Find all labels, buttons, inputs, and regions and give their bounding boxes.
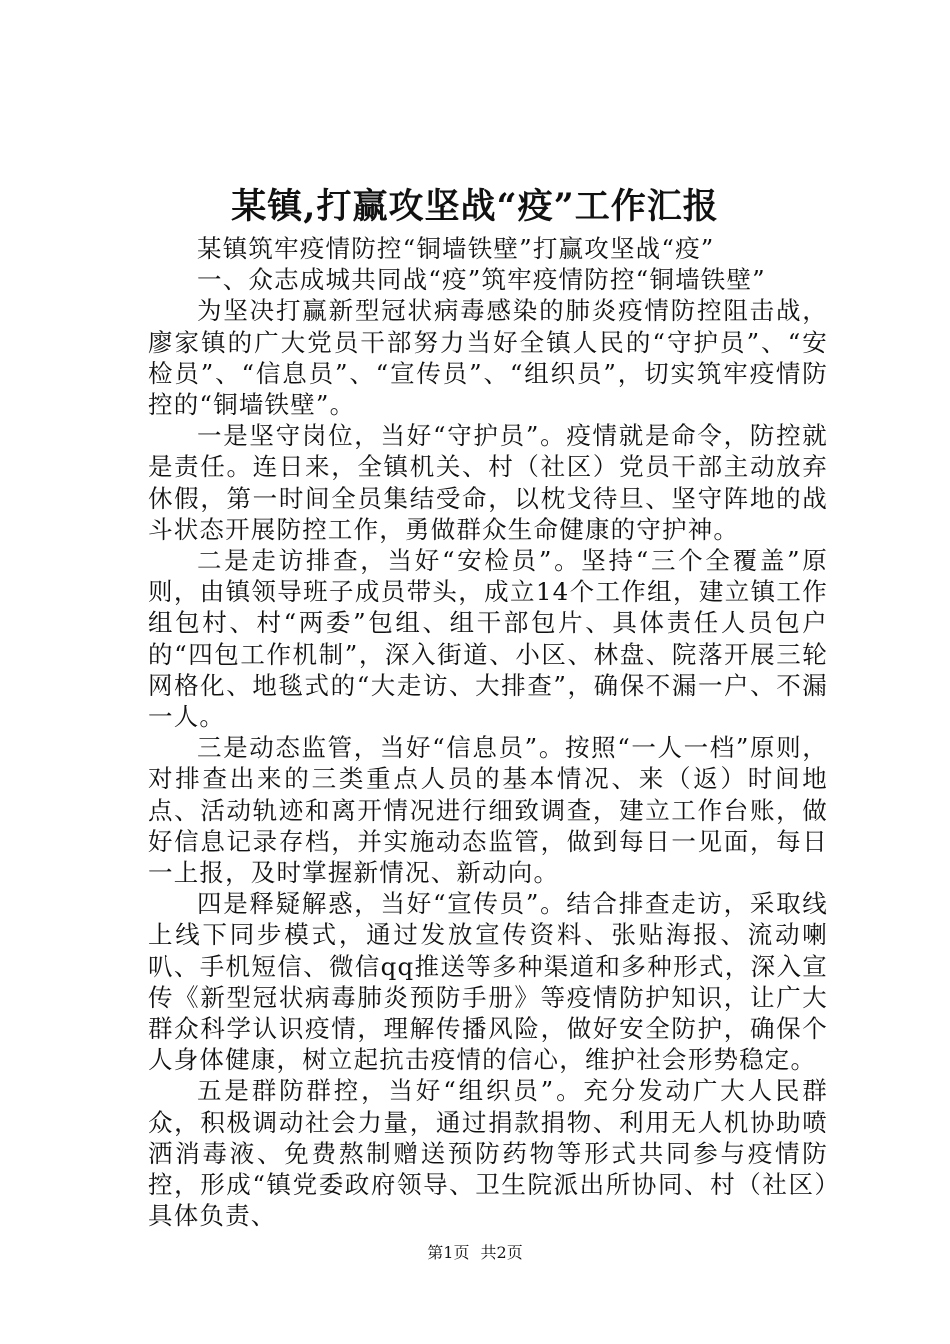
paragraph-point-4: 四是释疑解惑，当好“宣传员”。结合排查走访，采取线上线下同步模式，通过发放宣传资料、张贴海报、流动喇叭、手机短信、微信qq推送等多种渠道和多种形式，深入宣传《新型冠状病毒肺炎预防手册》等疫情防护知识，让广大群众科学认识疫情，理解传播风险，做好安全防护，确保个人身体健康，树立起抗击疫情的信心，维护社会形势稳定。 xyxy=(148,889,828,1075)
paragraph-point-2: 二是走访排查，当好“安检员”。坚持“三个全覆盖”原则，由镇领导班子成员带头，成立14个工作组，建立镇工作组包村、村“两委”包组、组干部包片、具体责任人员包户的“四包工作机制”，深入街道、小区、林盘、院落开展三轮网格化、地毯式的“大走访、大排查”，确保不漏一户、不漏一人。 xyxy=(148,546,828,732)
paragraph-point-5: 五是群防群控，当好“组织员”。充分发动广大人民群众，积极调动社会力量，通过捐款捐物、利用无人机协助喷洒消毒液、免费熬制赠送预防药物等形式共同参与疫情防控，形成“镇党委政府领导、卫生院派出所协同、村（社区）具体负责、 xyxy=(148,1076,828,1231)
paragraph-point-3: 三是动态监管，当好“信息员”。按照“一人一档”原则，对排查出来的三类重点人员的基本情况、来（返）时间地点、活动轨迹和离开情况进行细致调查，建立工作台账，做好信息记录存档，并实施动态监管，做到每日一见面，每日一上报，及时掌握新情况、新动向。 xyxy=(148,733,828,888)
paragraph-point-1: 一是坚守岗位，当好“守护员”。疫情就是命令，防控就是责任。连日来，全镇机关、村（社区）党员干部主动放弃休假，第一时间全员集结受命，以枕戈待旦、坚守阵地的战斗状态开展防控工作，勇做群众生命健康的守护神。 xyxy=(148,421,828,544)
page-number: 第1页 xyxy=(427,1243,470,1262)
document-body xyxy=(148,233,828,1232)
paragraph-intro: 为坚决打赢新型冠状病毒感染的肺炎疫情防控阻击战，廖家镇的广大党员干部努力当好全镇人民的“守护员”、“安检员”、“信息员”、“宣传员”、“组织员”，切实筑牢疫情防控的“铜墙铁壁”。 xyxy=(148,296,828,420)
document-title: 某镇,打赢攻坚战“疫”工作汇报 xyxy=(231,186,719,227)
page-footer xyxy=(0,1242,950,1264)
paragraph-section-heading: 一、众志成城共同战“疫”筑牢疫情防控“铜墙铁壁” xyxy=(197,265,766,295)
paragraph-subtitle: 某镇筑牢疫情防控“铜墙铁壁”打赢攻坚战“疫” xyxy=(197,234,715,263)
page-total: 共2页 xyxy=(480,1243,523,1262)
